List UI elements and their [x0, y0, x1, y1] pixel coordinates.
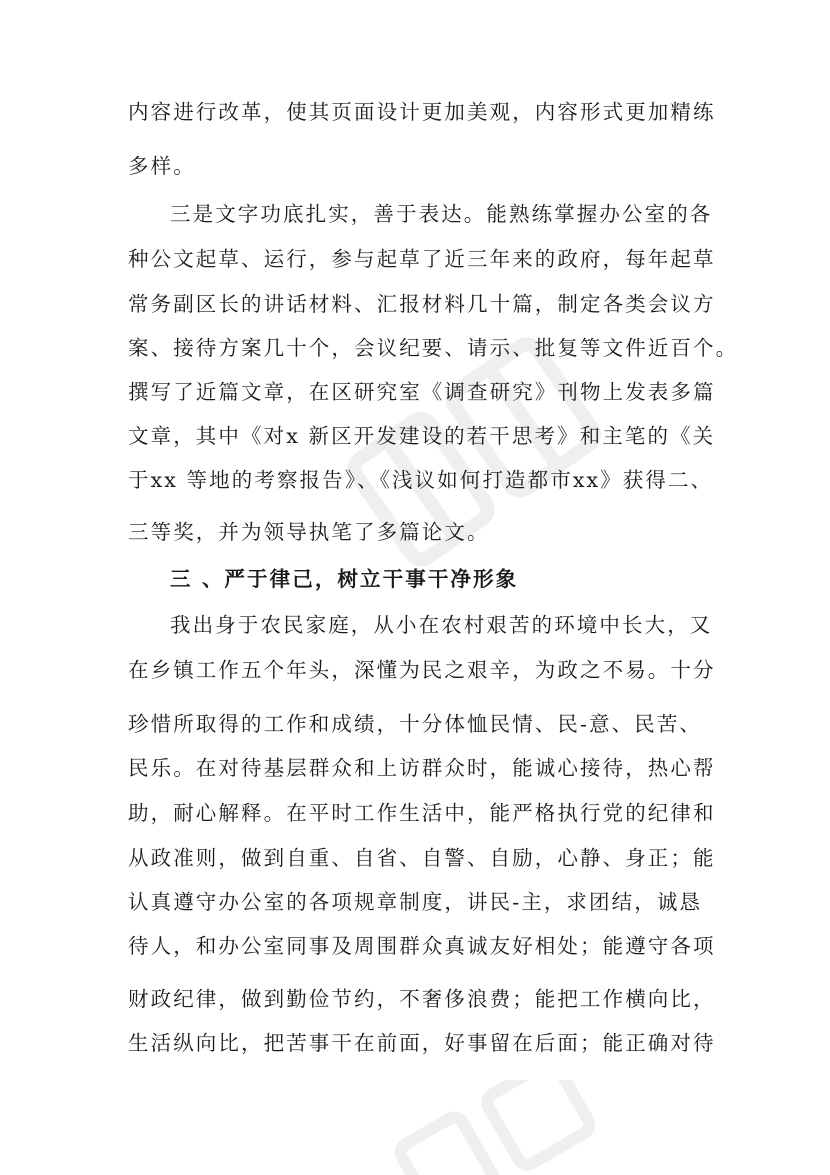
text-line-4: 种公文起草、运行，参与起草了近三年来的政府，每年起草	[128, 247, 716, 271]
text-line-16: 助，耐心解释。在平时工作生活中，能严格执行党的纪律和	[128, 801, 716, 825]
text-line-2: 多样。	[128, 154, 196, 178]
text-line-8: 文章，其中《对x 新区开发建设的若干思考》和主笔的《关	[128, 424, 716, 448]
text-line-18: 认真遵守办公室的各项规章制度，讲民-主，求团结，诚恳	[128, 890, 703, 914]
text-line-15: 民乐。在对待基层群众和上访群众时，能诚心接待，热心帮	[128, 756, 716, 780]
text-line-20: 财政纪律，做到勤俭节约，不奢侈浪费；能把工作横向比，	[128, 987, 716, 1011]
text-line-9: 于xx 等地的考察报告》、《浅议如何打造都市xx》获得二、	[128, 468, 714, 492]
text-line-17: 从政准则，做到自重、自省、自警、自励，心静、身正；能	[128, 846, 716, 870]
text-line-6: 案、接待方案几十个，会议纪要、请示、批复等文件近百个。	[128, 336, 739, 360]
text-line-21: 生活纵向比，把苦事干在前面，好事留在后面；能正确对待	[128, 1031, 716, 1055]
text-line-10: 三等奖，并为领导执笔了多篇论文。	[128, 520, 490, 544]
section-heading: 三 、严于律己，树立干事干净形象	[170, 567, 519, 591]
watermark-logo-bottom	[380, 1080, 600, 1175]
text-line-12: 我出身于农民家庭，从小在农村艰苦的环境中长大，又	[170, 613, 713, 637]
text-line-7: 撰写了近篇文章，在区研究室《调查研究》刊物上发表多篇	[128, 380, 716, 404]
text-line-5: 常务副区长的讲话材料、汇报材料几十篇，制定各类会议方	[128, 292, 716, 316]
text-line-19: 待人，和办公室同事及周围群众真诚友好相处；能遵守各项	[128, 934, 716, 958]
text-line-14: 珍惜所取得的工作和成绩，十分体恤民情、民-意、民苦、	[128, 712, 703, 736]
watermark-logo	[330, 330, 630, 590]
text-line-13: 在乡镇工作五个年头，深懂为民之艰辛，为政之不易。十分	[128, 658, 716, 682]
text-line-3: 三是文字功底扎实，善于表达。能熟练掌握办公室的各	[170, 202, 713, 226]
text-line-1: 内容进行改革，使其页面设计更加美观，内容形式更加精练	[128, 100, 716, 124]
